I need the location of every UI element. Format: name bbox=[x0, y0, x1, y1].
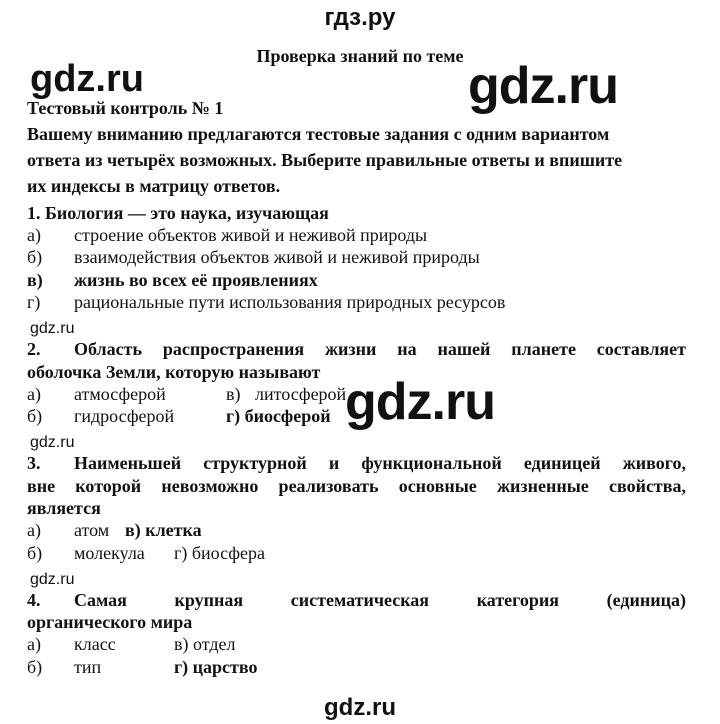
q1-option-v-letter: в) bbox=[27, 270, 43, 290]
q2-number: 2. bbox=[27, 339, 41, 359]
q1-option-b-letter: б) bbox=[27, 247, 43, 267]
q4-line-2: органического мира bbox=[27, 612, 193, 632]
q3-line-2: вне которой невозможно реализовать основные жизненные свойства, bbox=[27, 476, 686, 496]
section-title: Проверка знаний по теме bbox=[256, 46, 464, 66]
q3-option-b-letter: б) bbox=[27, 543, 43, 563]
test-title: Тестовый контроль № 1 bbox=[27, 98, 224, 118]
q4-line-1: Самая крупная систематическая категория (единица) bbox=[74, 590, 686, 610]
intro-line-1: Вашему вниманию предлагаются тестовые задания с одним вариантом bbox=[27, 124, 610, 144]
site-header: гдз.ру bbox=[324, 4, 396, 31]
q2-option-g: г) биосферой bbox=[226, 406, 331, 426]
q3-option-g: г) биосфера bbox=[174, 543, 265, 563]
q2-option-a-text: атмосферой bbox=[74, 384, 166, 404]
q1-option-a-text: строение объектов живой и неживой природы bbox=[74, 225, 428, 245]
q3-option-v: в) клетка bbox=[125, 520, 202, 540]
question-1-text: 1. Биология — это наука, изучающая bbox=[27, 203, 329, 223]
q3-option-a-text: атом bbox=[74, 520, 110, 540]
q2-option-v-letter: в) bbox=[226, 384, 241, 404]
q1-option-a-letter: а) bbox=[27, 225, 41, 245]
intro-line-2: ответа из четырёх возможных. Выберите правильные ответы и впишите bbox=[27, 150, 623, 170]
watermark-small-q3: gdz.ru bbox=[30, 434, 75, 451]
watermark-top-left: gdz.ru bbox=[30, 58, 144, 100]
q3-number: 3. bbox=[27, 453, 41, 473]
q3-line-3: является bbox=[27, 498, 101, 518]
q4-option-v: в) отдел bbox=[174, 634, 236, 654]
q4-number: 4. bbox=[27, 590, 41, 610]
watermark-middle: gdz.ru bbox=[345, 373, 495, 431]
q1-option-v-text: жизнь во всех её проявлениях bbox=[74, 270, 318, 290]
q2-option-a-letter: а) bbox=[27, 384, 41, 404]
q4-option-a-text: класс bbox=[74, 634, 116, 654]
q2-line-1: Область распространения жизни на нашей планете составляет bbox=[74, 339, 686, 359]
watermark-small-q4: gdz.ru bbox=[30, 571, 75, 588]
q1-option-g-text: рациональные пути использования природных ресурсов bbox=[74, 292, 506, 312]
q2-option-b-letter: б) bbox=[27, 406, 43, 426]
q2-option-b-text: гидросферой bbox=[74, 406, 175, 426]
q4-option-b-letter: б) bbox=[27, 657, 43, 677]
q1-option-g-letter: г) bbox=[27, 292, 41, 312]
intro-line-3: их индексы в матрицу ответов. bbox=[27, 176, 281, 196]
q4-option-b-text: тип bbox=[74, 657, 102, 677]
q2-option-v-text: литосферой bbox=[255, 384, 347, 404]
q3-line-1: Наименьшей структурной и функциональной единицей живого, bbox=[74, 453, 686, 473]
q3-option-b-text: молекула bbox=[74, 543, 145, 563]
q3-option-a-letter: а) bbox=[27, 520, 41, 540]
site-footer: gdz.ru bbox=[324, 694, 396, 721]
q4-option-a-letter: а) bbox=[27, 634, 41, 654]
q2-line-2: оболочка Земли, которую называют bbox=[27, 362, 321, 382]
watermark-top-right: gdz.ru bbox=[468, 57, 618, 115]
q1-option-b-text: взаимодействия объектов живой и неживой природы bbox=[74, 247, 480, 267]
q4-option-g: г) царство bbox=[174, 657, 258, 677]
watermark-small-q2: gdz.ru bbox=[30, 320, 75, 337]
